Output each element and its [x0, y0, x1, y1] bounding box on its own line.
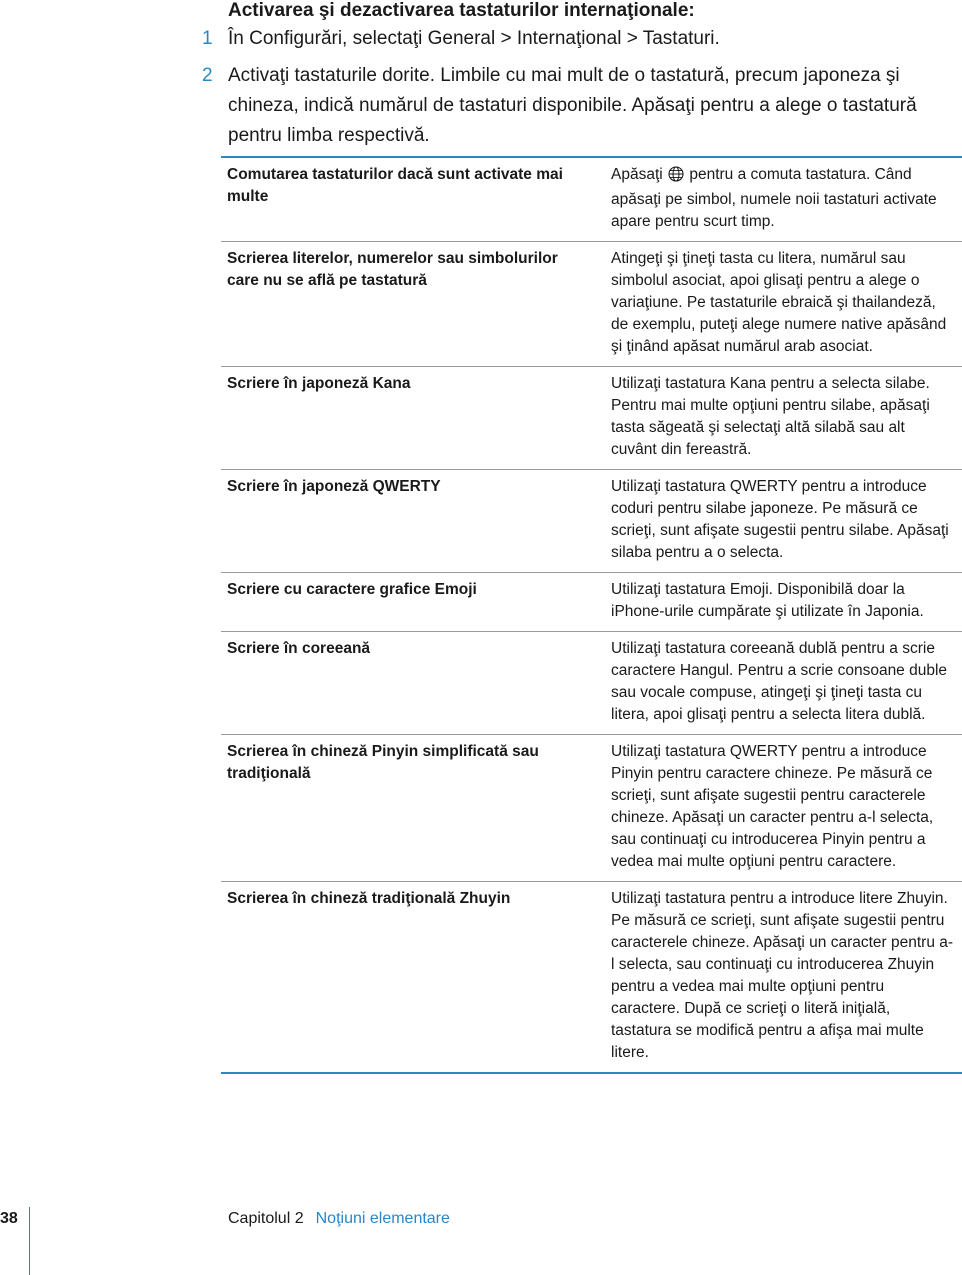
step-text: În Configurări, selectaţi General > Internaţional > Tastaturi. [228, 28, 720, 49]
footer-divider [29, 1207, 30, 1275]
table-row [221, 882, 962, 1074]
description-cell [597, 157, 962, 242]
task-cell: Scriere cu caractere grafice Emoji [221, 573, 597, 632]
task-cell: Scriere în japoneză Kana [221, 367, 597, 470]
table-row [221, 735, 962, 882]
chapter-title-link[interactable]: Noţiuni elementare [315, 1210, 450, 1227]
step-number: 2 [202, 65, 213, 86]
table-row [221, 632, 962, 735]
task-cell: Comutarea tastaturilor dacă sunt activate mai multe [221, 157, 597, 242]
task-cell: Scriere în coreeană [221, 632, 597, 735]
description-cell: Utilizaţi tastatura pentru a introduce litere Zhuyin. Pe măsură ce scrieţi, sunt afişate sugestii pentru caracterele chineze. Apăsaţi un caracter pentru a-l selecta, sau continuaţi cu introducerea Zhuyin pentru a vedea mai multe opţiuni pentru caractere. După ce scrieţi o literă iniţială, tastatura se modifică pentru a afişa mai multe litere. [611, 890, 954, 1061]
description-text: Apăsaţi [611, 166, 663, 183]
table-row [221, 470, 962, 573]
step-1 [202, 24, 958, 54]
description-cell: Utilizaţi tastatura coreeană dublă pentru a scrie caractere Hangul. Pentru a scrie consoane duble sau vocale compuse, atingeţi şi ţineţi tasta cu litera, apoi glisaţi pentru a selecta litera dublă. [597, 632, 962, 735]
description-cell: Utilizaţi tastatura Emoji. Disponibilă doar la iPhone-urile cumpărate şi utilizate în Japonia. [597, 573, 962, 632]
description-cell: Utilizaţi tastatura QWERTY pentru a introduce Pinyin pentru caractere chineze. Pe măsură ce scrieţi, sunt afişate sugestii pentru caracterele chineze. Apăsaţi un caracter pentru a-l selecta, sau continuaţi cu introducerea Pinyin pentru a vedea mai multe opţiuni pentru caractere. [597, 735, 962, 882]
task-cell: Scrierea în chineză tradiţională Zhuyin [227, 890, 511, 907]
keyboard-table [221, 156, 962, 1074]
task-cell: Scriere în japoneză QWERTY [221, 470, 597, 573]
section-heading: Activarea şi dezactivarea tastaturilor internaţionale: [228, 0, 695, 21]
step-2 [202, 61, 958, 151]
table-row [221, 573, 962, 632]
table-row [221, 242, 962, 367]
chapter-label: Capitolul 2 [228, 1210, 304, 1227]
table-row [221, 367, 962, 470]
description-cell: Utilizaţi tastatura Kana pentru a selecta silabe. Pentru mai multe opţiuni pentru silabe, apăsaţi tasta săgeată şi selectaţi altă silabă sau alt cuvânt din fereastră. [597, 367, 962, 470]
step-text: Activaţi tastaturile dorite. Limbile cu mai mult de o tastatură, precum japoneza şi chineza, indică numărul de tastaturi disponibile. Apăsaţi pentru a alege o tastatură pentru limba respectivă. [228, 65, 917, 146]
chapter-footer [228, 1210, 450, 1228]
globe-icon [668, 166, 684, 189]
task-cell: Scrierea în chineză Pinyin simplificată sau tradiţională [221, 735, 597, 882]
task-cell: Scrierea literelor, numerelor sau simbolurilor care nu se află pe tastatură [221, 242, 597, 367]
step-number: 1 [202, 28, 213, 49]
table-row [221, 157, 962, 242]
description-cell: Utilizaţi tastatura QWERTY pentru a introduce coduri pentru silabe japoneze. Pe măsură ce scrieţi, sunt afişate sugestii pentru silabe. Apăsaţi silaba pentru a o selecta. [597, 470, 962, 573]
description-cell: Atingeţi şi ţineţi tasta cu litera, numărul sau simbolul asociat, apoi glisaţi pentru a alege o variaţiune. Pe tastaturile ebraică şi thailandeză, de exemplu, puteţi alege numere native apăsând şi ţinând apăsat numărul arab asociat. [597, 242, 962, 367]
description-text: pentru a comuta tastatura. Când apăsaţi pe simbol, numele noii tastaturi activate apare pentru scurt timp. [611, 166, 937, 230]
page-number: 38 [0, 1210, 18, 1227]
